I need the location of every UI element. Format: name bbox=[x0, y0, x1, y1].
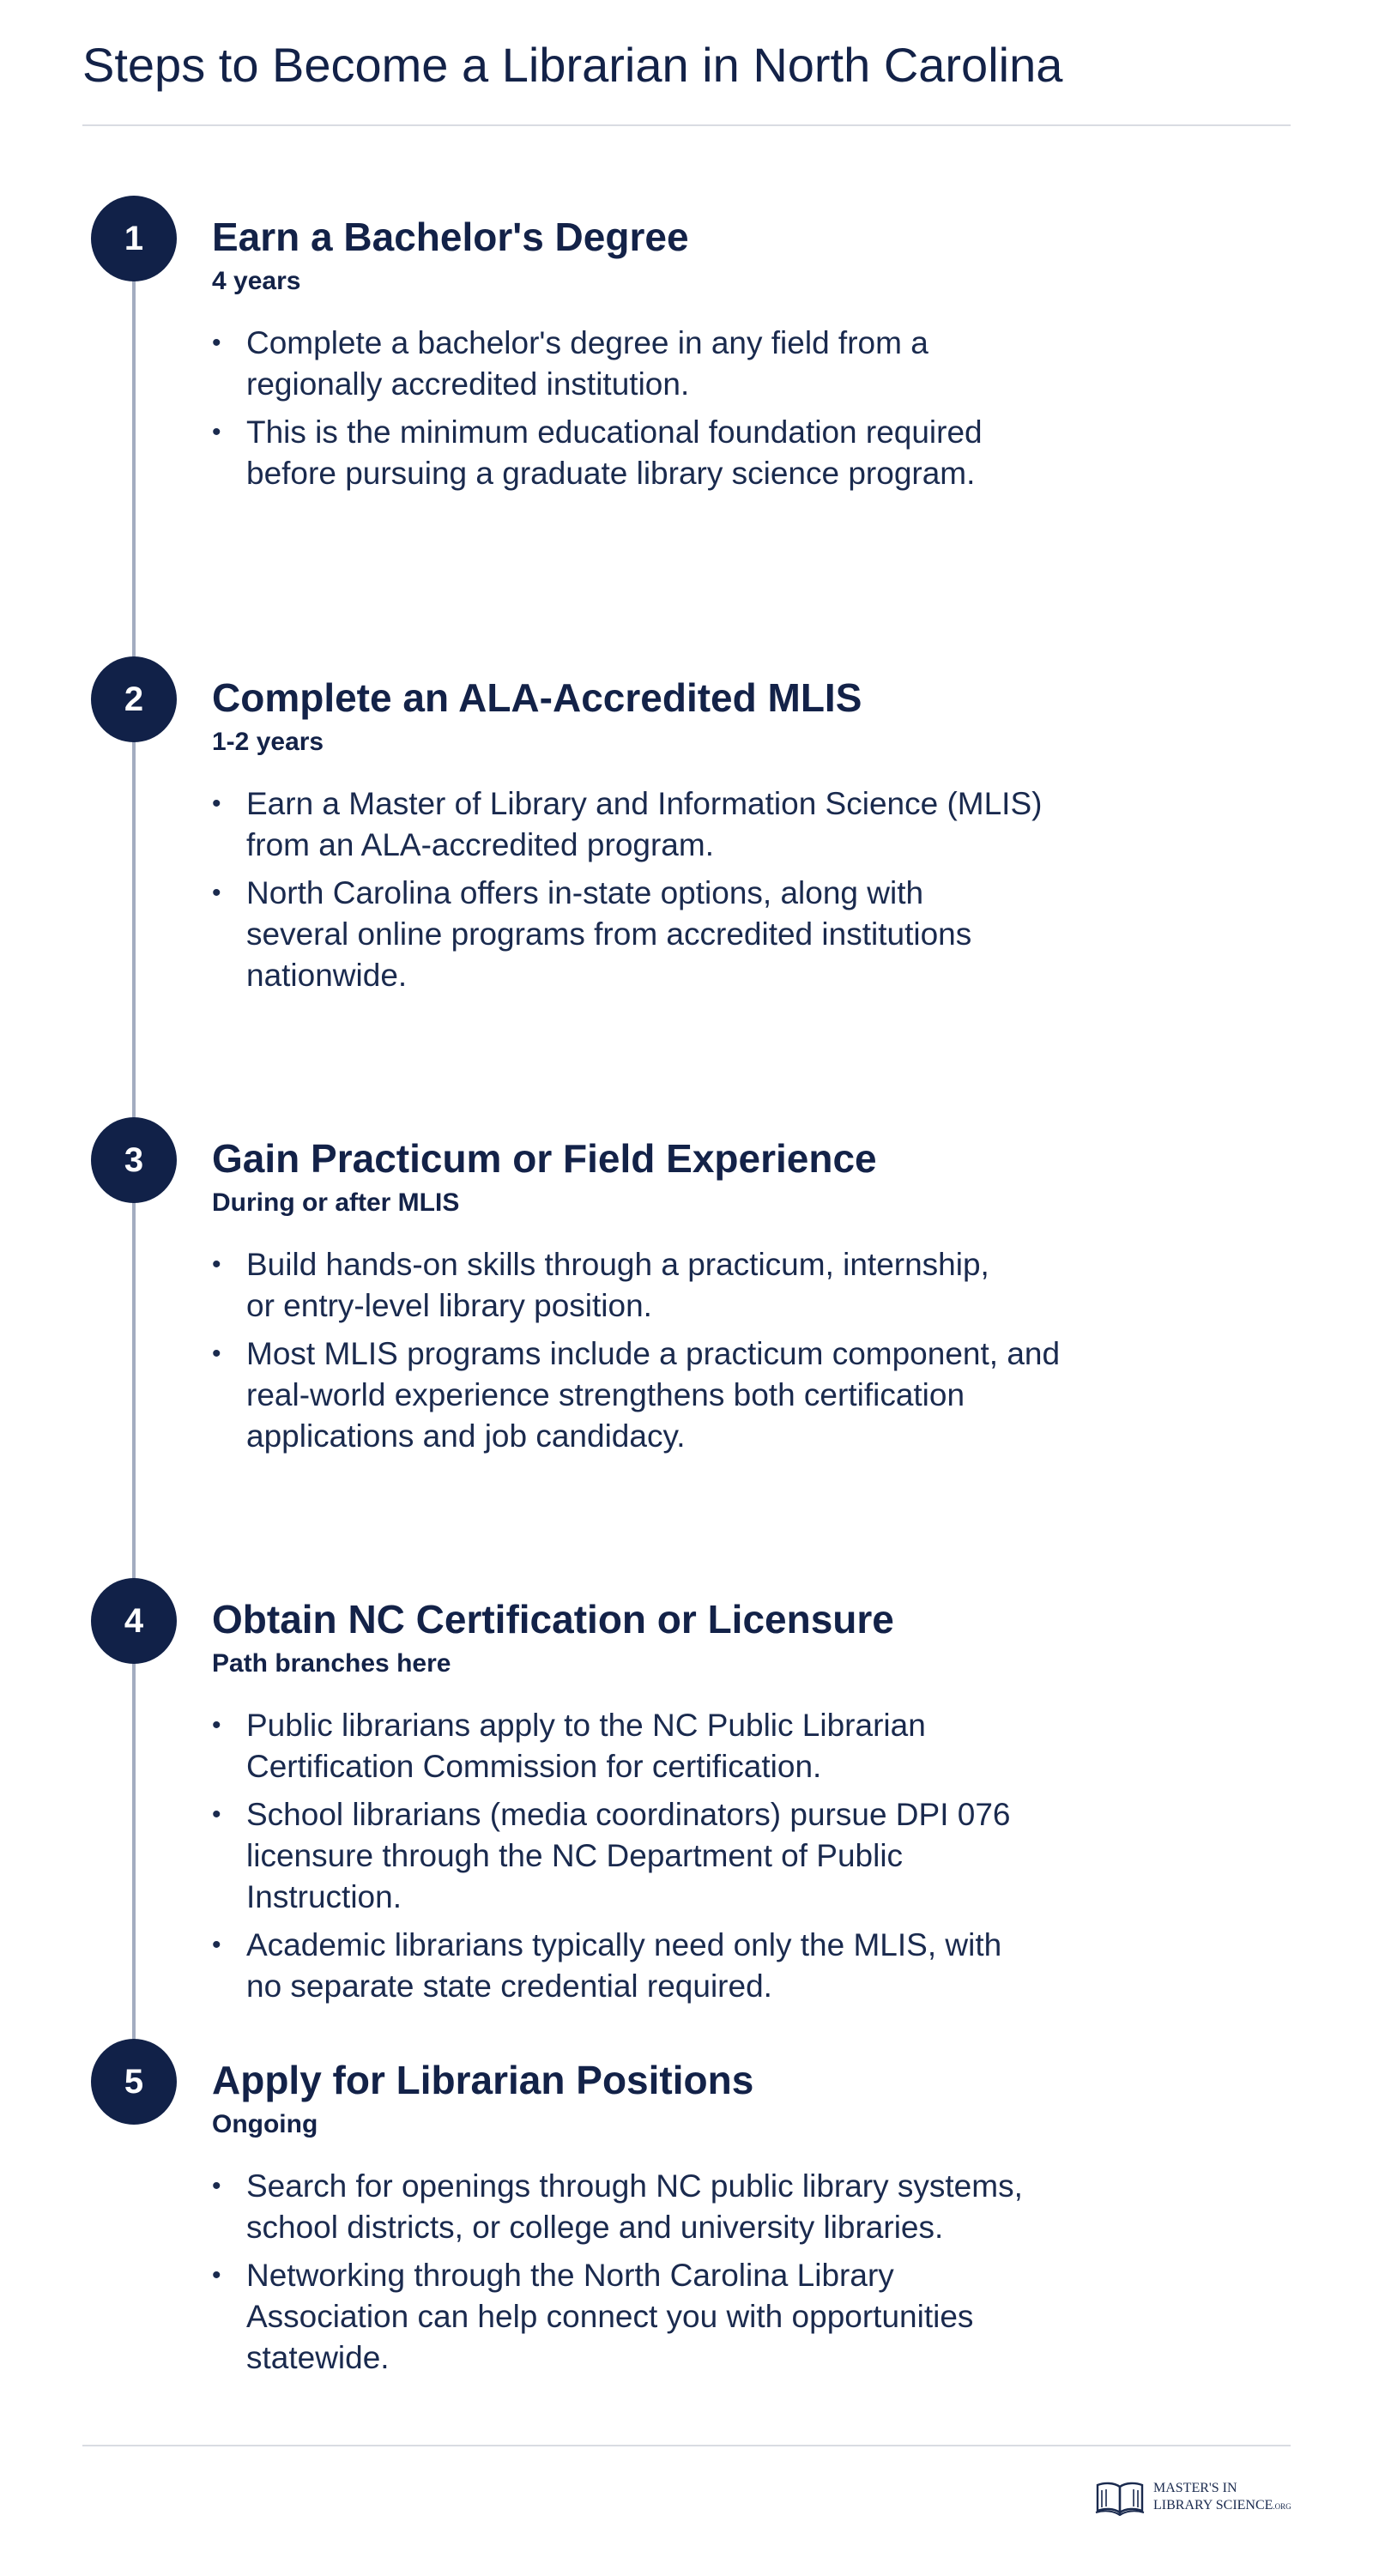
logo-line-1: MASTER'S IN bbox=[1153, 2481, 1237, 2495]
step-bullet-line: • Networking through the North Carolina Library bbox=[246, 2258, 894, 2293]
step-number-badge: 3 bbox=[91, 1117, 177, 1203]
step-bullet bbox=[212, 1705, 1156, 1787]
step-bullet-line: or entry-level library position. bbox=[246, 1288, 652, 1323]
step-title: Obtain NC Certification or Licensure bbox=[212, 1597, 894, 1642]
step-bullet-list bbox=[212, 323, 1156, 494]
step-number-badge: 1 bbox=[91, 196, 177, 281]
step-title: Apply for Librarian Positions bbox=[212, 2058, 754, 2102]
step-duration: During or after MLIS bbox=[212, 1188, 460, 1217]
step-bullet bbox=[212, 783, 1156, 866]
step-bullet bbox=[212, 412, 1156, 494]
step-bullet-line: • Build hands-on skills through a practicum, internship, bbox=[246, 1247, 989, 1282]
step-number-badge: 4 bbox=[91, 1578, 177, 1664]
step-bullet-line: • North Carolina offers in-state options, along with bbox=[246, 875, 924, 910]
step-number-badge: 5 bbox=[91, 2039, 177, 2125]
step-content bbox=[212, 672, 1156, 1003]
step-bullet bbox=[212, 2255, 1156, 2379]
step-duration: 1-2 years bbox=[212, 728, 324, 756]
step-content bbox=[212, 211, 1156, 501]
step-title: Earn a Bachelor's Degree bbox=[212, 215, 689, 259]
step-bullet-line: regionally accredited institution. bbox=[246, 366, 690, 402]
step-bullet-line: licensure through the NC Department of Public bbox=[246, 1838, 904, 1873]
title-divider bbox=[82, 124, 1291, 126]
step-bullet-line: • Complete a bachelor's degree in any field from a bbox=[246, 325, 928, 360]
step-bullet-line: • Academic librarians typically need only the MLIS, with bbox=[246, 1927, 1002, 1962]
step-bullet-line: several online programs from accredited institutions bbox=[246, 916, 972, 952]
site-logo bbox=[1095, 2478, 1301, 2518]
step-bullet-line: nationwide. bbox=[246, 958, 408, 993]
step-bullet-line: school districts, or college and university libraries. bbox=[246, 2210, 944, 2245]
step-bullet-list bbox=[212, 1705, 1156, 2007]
logo-suffix: .ORG bbox=[1273, 2502, 1291, 2511]
step-number-badge: 2 bbox=[91, 656, 177, 742]
footer-divider bbox=[82, 2445, 1291, 2446]
step-bullet bbox=[212, 1925, 1156, 2007]
step-bullet bbox=[212, 323, 1156, 405]
step-bullet-line: no separate state credential required. bbox=[246, 1968, 772, 2004]
step-bullet-line: applications and job candidacy. bbox=[246, 1418, 686, 1454]
step-bullet-list bbox=[212, 1244, 1156, 1457]
step-bullet-line: Association can help connect you with opportunities bbox=[246, 2299, 974, 2334]
step-bullet-line: • School librarians (media coordinators) pursue DPI 076 bbox=[246, 1797, 1011, 1832]
step-bullet-line: before pursuing a graduate library science program. bbox=[246, 456, 976, 491]
step-bullet-line: • Public librarians apply to the NC Public Librarian bbox=[246, 1708, 926, 1743]
step-bullet-line: Certification Commission for certification. bbox=[246, 1749, 822, 1784]
step-content bbox=[212, 1133, 1156, 1464]
step-duration: Path branches here bbox=[212, 1649, 451, 1678]
step-bullet-line: • Most MLIS programs include a practicum component, and bbox=[246, 1336, 1061, 1371]
step-bullet bbox=[212, 2166, 1156, 2248]
page-title: Steps to Become a Librarian in North Carolina bbox=[82, 38, 1063, 92]
logo-wordmark bbox=[1153, 2480, 1291, 2515]
step-duration: Ongoing bbox=[212, 2110, 318, 2138]
step-bullet bbox=[212, 1244, 1156, 1327]
step-bullet-line: statewide. bbox=[246, 2340, 390, 2375]
step-title: Gain Practicum or Field Experience bbox=[212, 1136, 877, 1181]
logo-line-2 bbox=[1153, 2497, 1291, 2515]
step-bullet bbox=[212, 873, 1156, 996]
step-bullet-line: Instruction. bbox=[246, 1879, 402, 1914]
step-bullet-list bbox=[212, 2166, 1156, 2379]
step-bullet-line: • This is the minimum educational foundation required bbox=[246, 414, 983, 450]
step-bullet-line: • Earn a Master of Library and Information Science (MLIS) bbox=[246, 786, 1043, 821]
step-bullet-line: • Search for openings through NC public library systems, bbox=[246, 2168, 1023, 2204]
step-bullet-list bbox=[212, 783, 1156, 996]
step-title: Complete an ALA-Accredited MLIS bbox=[212, 675, 862, 720]
step-duration: 4 years bbox=[212, 267, 301, 295]
step-bullet bbox=[212, 1333, 1156, 1457]
logo-line-2-text: LIBRARY SCIENCE bbox=[1153, 2498, 1273, 2513]
open-book-icon bbox=[1095, 2480, 1145, 2516]
step-bullet-line: from an ALA-accredited program. bbox=[246, 827, 714, 862]
step-bullet bbox=[212, 1794, 1156, 1918]
step-content bbox=[212, 1593, 1156, 2014]
step-content bbox=[212, 2054, 1156, 2386]
step-bullet-line: real-world experience strengthens both certification bbox=[246, 1377, 965, 1412]
